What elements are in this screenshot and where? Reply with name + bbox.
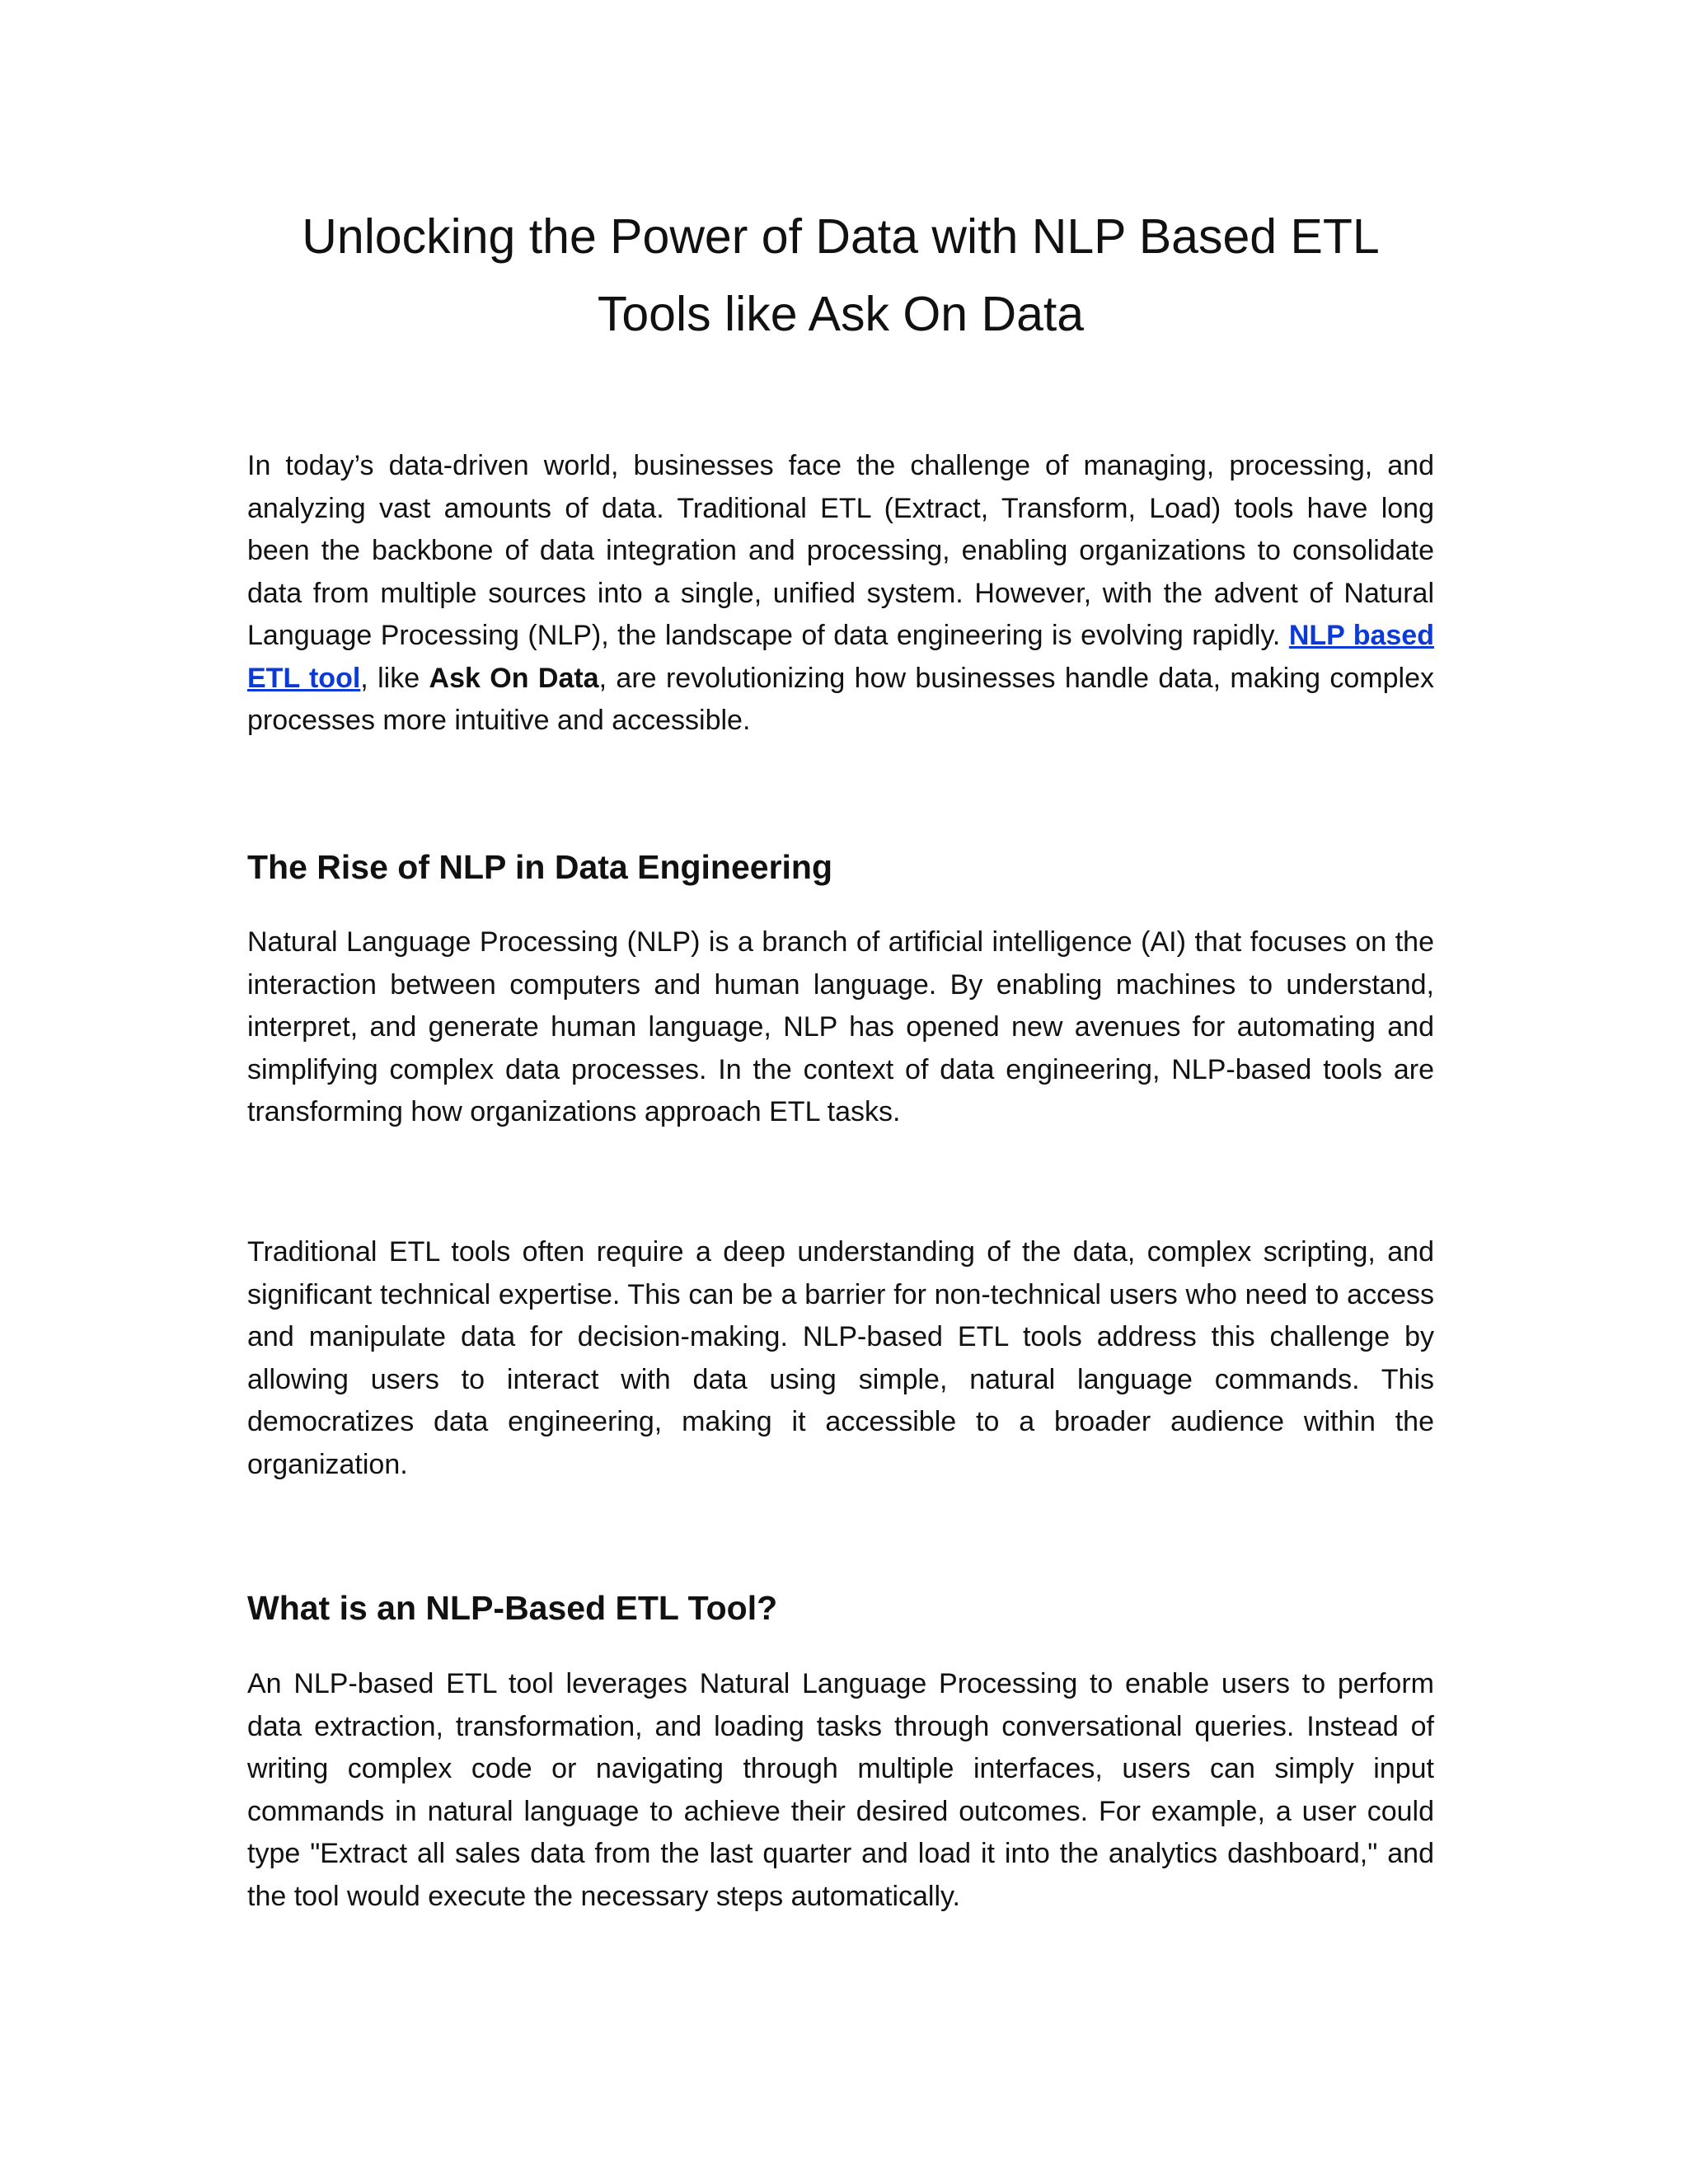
nlp-etl-tool-link[interactable]: NLP based ETL tool [247, 620, 1434, 694]
what-is-nlp-etl-paragraph: An NLP-based ETL tool leverages Natural Language Processing to enable users to perform data extraction, transformation, and loading tasks through conversational queries. Instead of writing complex code or navigating through multiple interfaces, users can simply input commands in natural language to achieve their desired outcomes. For example, a user could type "Extract all sales data from the last quarter and load it into the analytics dashboard," and the tool would execute the necessary steps automatically. [247, 1668, 1434, 1912]
intro-paragraph [247, 445, 1434, 743]
document-title: Unlocking the Power of Data with NLP Based ETL Tools like Ask On Data [302, 209, 1380, 341]
rise-of-nlp-paragraph-1: Natural Language Processing (NLP) is a branch of artificial intelligence (AI) that focuses on the interaction between computers and human language. By enabling machines to understand, interpret, and generate human language, NLP has opened new avenues for automating and simplifying complex data processes. In the context of data engineering, NLP-based tools are transforming how organizations approach ETL tasks. [247, 926, 1434, 1127]
ask-on-data-bold: Ask On Data [429, 662, 599, 694]
rise-of-nlp-paragraph-2: Traditional ETL tools often require a deep understanding of the data, complex scripting, and significant technical expertise. This can be a barrier for non-technical users who need to access and manipulate data for decision-making. NLP-based ETL tools address this challenge by allowing users to interact with data using simple, natural language commands. This democratizes data engineering, making it accessible to a broader audience within the organization. [247, 1236, 1434, 1480]
section-heading-what-is-nlp-etl: What is an NLP-Based ETL Tool? [247, 1589, 778, 1627]
intro-text-part3: , are revolutionizing how businesses handle data, making complex processes more intuitive and accessible. [247, 662, 1434, 736]
section-heading-rise-of-nlp: The Rise of NLP in Data Engineering [247, 848, 833, 886]
intro-text-part1: In today’s data-driven world, businesses face the challenge of managing, processing, and analyzing vast amounts of data. Traditional ETL (Extract, Transform, Load) tools have long been the backbone of data integration and processing, enabling organizations to consolidate data from multiple sources into a single, unified system. However, with the advent of Natural Language Processing (NLP), the landscape of data engineering is evolving rapidly. [247, 450, 1434, 651]
intro-text-part2: , like [360, 662, 429, 694]
